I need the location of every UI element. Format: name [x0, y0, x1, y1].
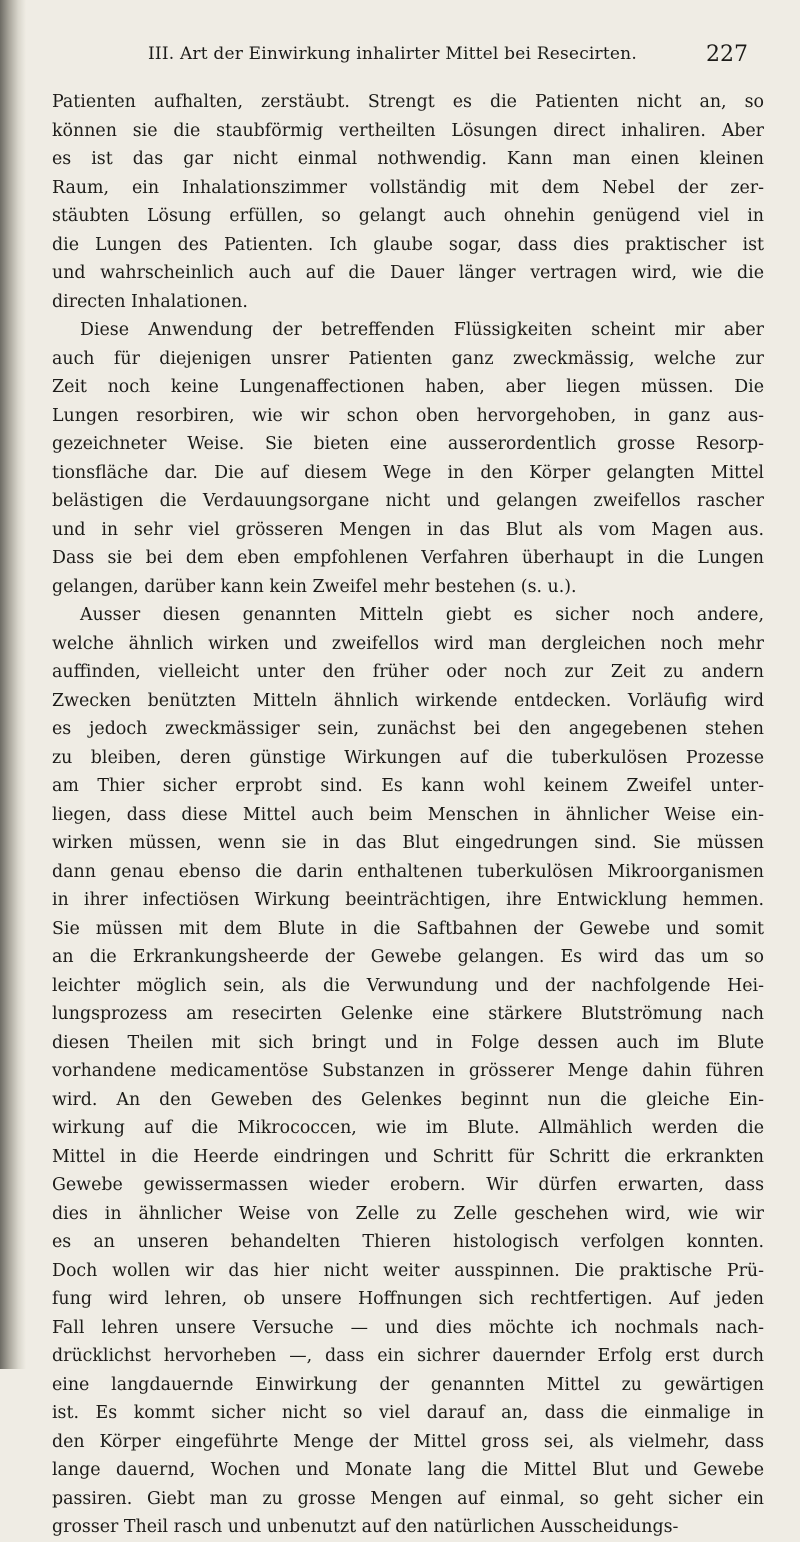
- text-line: vorhandene medicamentöse Substanzen in grösserer Menge dahin führen: [52, 1061, 764, 1081]
- text-line: grosser Theil rasch und unbenutzt auf den natürlichen Ausscheidungs-: [52, 1517, 679, 1537]
- text-line: Diese Anwendung der betreffenden Flüssigkeiten scheint mir aber: [80, 320, 764, 340]
- text-line: Zeit noch keine Lungenaffectionen haben, aber liegen müssen. Die: [52, 377, 764, 397]
- text-line: können sie die staubförmig vertheilten Lösungen direct inhaliren. Aber: [52, 120, 764, 141]
- text-line: in ihrer infectiösen Wirkung beeinträchtigen, ihre Entwicklung hemmen.: [52, 890, 764, 910]
- text-line: auffinden, vielleicht unter den früher oder noch zur Zeit zu andern: [52, 662, 764, 682]
- text-line: es jedoch zweckmässiger sein, zunächst bei den angegebenen stehen: [52, 719, 764, 739]
- text-line: den Körper eingeführte Menge der Mittel gross sei, als vielmehr, dass: [52, 1431, 764, 1452]
- text-line: belästigen die Verdauungsorgane nicht und gelangen zweifellos rascher: [52, 491, 764, 511]
- text-line: Mittel in die Heerde eindringen und Schritt für Schritt die erkrankten: [52, 1146, 764, 1167]
- page-edge-shadow: [0, 0, 26, 1369]
- page-number: 227: [706, 42, 748, 67]
- text-line: Patienten aufhalten, zerstäubt. Strengt es die Patienten nicht an, so: [52, 92, 764, 112]
- text-line: directen Inhalationen.: [52, 291, 248, 312]
- text-line: liegen, dass diese Mittel auch beim Menschen in ähnlicher Weise ein-: [52, 804, 764, 825]
- text-line: drücklichst hervorheben —, dass ein sichrer dauernder Erfolg erst durch: [52, 1346, 764, 1366]
- text-line: Sie müssen mit dem Blute in die Saftbahnen der Gewebe und somit: [52, 918, 764, 939]
- text-line: ist. Es kommt sicher nicht so viel darauf an, dass die einmalige in: [52, 1403, 764, 1423]
- text-line: die Lungen des Patienten. Ich glaube sogar, dass dies praktischer ist: [52, 234, 764, 255]
- running-header: III. Art der Einwirkung inhalirter Mittel bei Resecirten.: [148, 44, 637, 64]
- text-line: an die Erkrankungsheerde der Gewebe gelangen. Es wird das um so: [52, 947, 764, 967]
- text-line: welche ähnlich wirken und zweifellos wird man dergleichen noch mehr: [52, 633, 764, 654]
- text-line: dies in ähnlicher Weise von Zelle zu Zelle geschehen wird, wie wir: [52, 1203, 764, 1224]
- text-line: wirkung auf die Mikrococcen, wie im Blute. Allmählich werden die: [52, 1118, 764, 1138]
- text-line: passiren. Giebt man zu grosse Mengen auf einmal, so geht sicher ein: [52, 1488, 764, 1509]
- text-line: Dass sie bei dem eben empfohlenen Verfahren überhaupt in die Lungen: [52, 548, 764, 568]
- text-line: Raum, ein Inhalationszimmer vollständig mit dem Nebel der zer-: [52, 177, 764, 198]
- text-line: Zwecken benützten Mitteln ähnlich wirkende entdecken. Vorläufig wird: [52, 690, 764, 711]
- text-line: Fall lehren unsere Versuche — und dies möchte ich nochmals nach-: [52, 1317, 764, 1338]
- body-text: [52, 88, 764, 1542]
- text-line: eine langdauernde Einwirkung der genannten Mittel zu gewärtigen: [52, 1374, 764, 1395]
- text-line: dann genau ebenso die darin enthaltenen tuberkulösen Mikroorganismen: [52, 861, 764, 882]
- text-line: diesen Theilen mit sich bringt und in Folge dessen auch im Blute: [52, 1032, 764, 1053]
- text-line: fung wird lehren, ob unsere Hoffnungen sich rechtfertigen. Auf jeden: [52, 1289, 764, 1309]
- text-line: leichter möglich sein, als die Verwundung und der nachfolgende Hei-: [52, 975, 764, 996]
- text-line: lungsprozess am resecirten Gelenke eine stärkere Blutströmung nach: [52, 1004, 764, 1024]
- text-line: Gewebe gewissermassen wieder erobern. Wir dürfen erwarten, dass: [52, 1175, 764, 1195]
- text-line: es an unseren behandelten Thieren histologisch verfolgen konnten.: [52, 1232, 764, 1252]
- text-line: zu bleiben, deren günstige Wirkungen auf die tuberkulösen Prozesse: [52, 747, 764, 768]
- text-line: am Thier sicher erprobt sind. Es kann wohl keinem Zweifel unter-: [52, 776, 764, 796]
- text-line: gelangen, darüber kann kein Zweifel mehr bestehen (s. u.).: [52, 576, 577, 597]
- text-line: gezeichneter Weise. Sie bieten eine ausserordentlich grosse Resorp-: [52, 434, 764, 454]
- text-line: und in sehr viel grösseren Mengen in das Blut als vom Magen aus.: [52, 519, 764, 540]
- text-line: wird. An den Geweben des Gelenkes beginnt nun die gleiche Ein-: [52, 1089, 764, 1110]
- text-line: lange dauernd, Wochen und Monate lang die Mittel Blut und Gewebe: [52, 1460, 764, 1480]
- text-line: tionsfläche dar. Die auf diesem Wege in den Körper gelangten Mittel: [52, 462, 764, 483]
- text-line: Ausser diesen genannten Mitteln giebt es sicher noch andere,: [80, 605, 764, 625]
- text-line: stäubten Lösung erfüllen, so gelangt auch ohnehin genügend viel in: [52, 206, 764, 226]
- text-line: Lungen resorbiren, wie wir schon oben hervorgehoben, in ganz aus-: [52, 405, 764, 426]
- text-line: auch für diejenigen unsrer Patienten ganz zweckmässig, welche zur: [52, 348, 764, 369]
- text-line: es ist das gar nicht einmal nothwendig. Kann man einen kleinen: [52, 149, 764, 169]
- text-line: und wahrscheinlich auch auf die Dauer länger vertragen wird, wie die: [52, 263, 764, 283]
- text-line: Doch wollen wir das hier nicht weiter ausspinnen. Die praktische Prü-: [52, 1260, 764, 1281]
- text-line: wirken müssen, wenn sie in das Blut eingedrungen sind. Sie müssen: [52, 833, 764, 853]
